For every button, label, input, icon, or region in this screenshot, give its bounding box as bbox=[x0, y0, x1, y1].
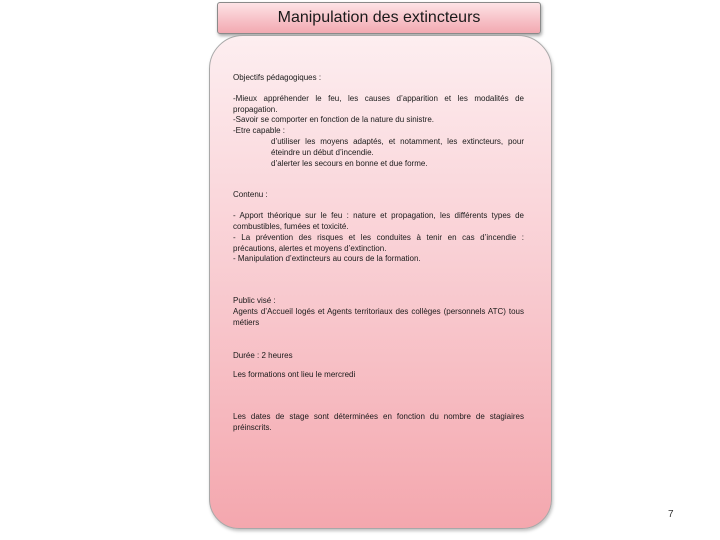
slide-title bbox=[217, 2, 541, 34]
objectifs-heading: Objectifs pédagogiques : bbox=[233, 73, 322, 82]
contenu-heading: Contenu : bbox=[233, 190, 268, 200]
jour-text: Les formations ont lieu le mercredi bbox=[233, 370, 356, 380]
slide-title-text: Manipulation des extincteurs bbox=[277, 9, 481, 26]
objectifs-line-3: -Etre capable : bbox=[233, 126, 286, 136]
content-text-block bbox=[233, 73, 524, 434]
duree-text: Durée : 2 heures bbox=[233, 350, 293, 360]
objectifs-line-1: -Mieux appréhender le feu, les causes d’apparition et les modalités de propagation. bbox=[233, 93, 524, 114]
public-text: Agents d’Accueil logés et Agents territoriaux des collèges (personnels ATC) tous métiers bbox=[233, 306, 524, 327]
dates-text: Les dates de stage sont déterminées en fonction du nombre de stagiaires préinscrits. bbox=[233, 412, 524, 432]
objectifs-sub-line-1: d’utiliser les moyens adaptés, et notamment, les extincteurs, pour éteindre un début d’incendie. bbox=[271, 136, 524, 157]
contenu-line-1: - Apport théorique sur le feu : nature et propagation, les différents types de combustibles, fumées et toxicité. bbox=[233, 211, 524, 231]
objectifs-line-2: -Savoir se comporter en fonction de la nature du sinistre. bbox=[233, 115, 434, 125]
objectifs-sub-line-2: d’alerter les secours en bonne et due forme. bbox=[271, 158, 428, 168]
page-number: 7 bbox=[668, 509, 674, 520]
contenu-line-3: - Manipulation d’extincteurs au cours de la formation. bbox=[233, 254, 421, 264]
contenu-line-2: - La prévention des risques et les conduites à tenir en cas d’incendie : précautions, alertes et moyens d’extinction. bbox=[233, 232, 524, 253]
public-heading: Public visé : bbox=[233, 296, 276, 306]
